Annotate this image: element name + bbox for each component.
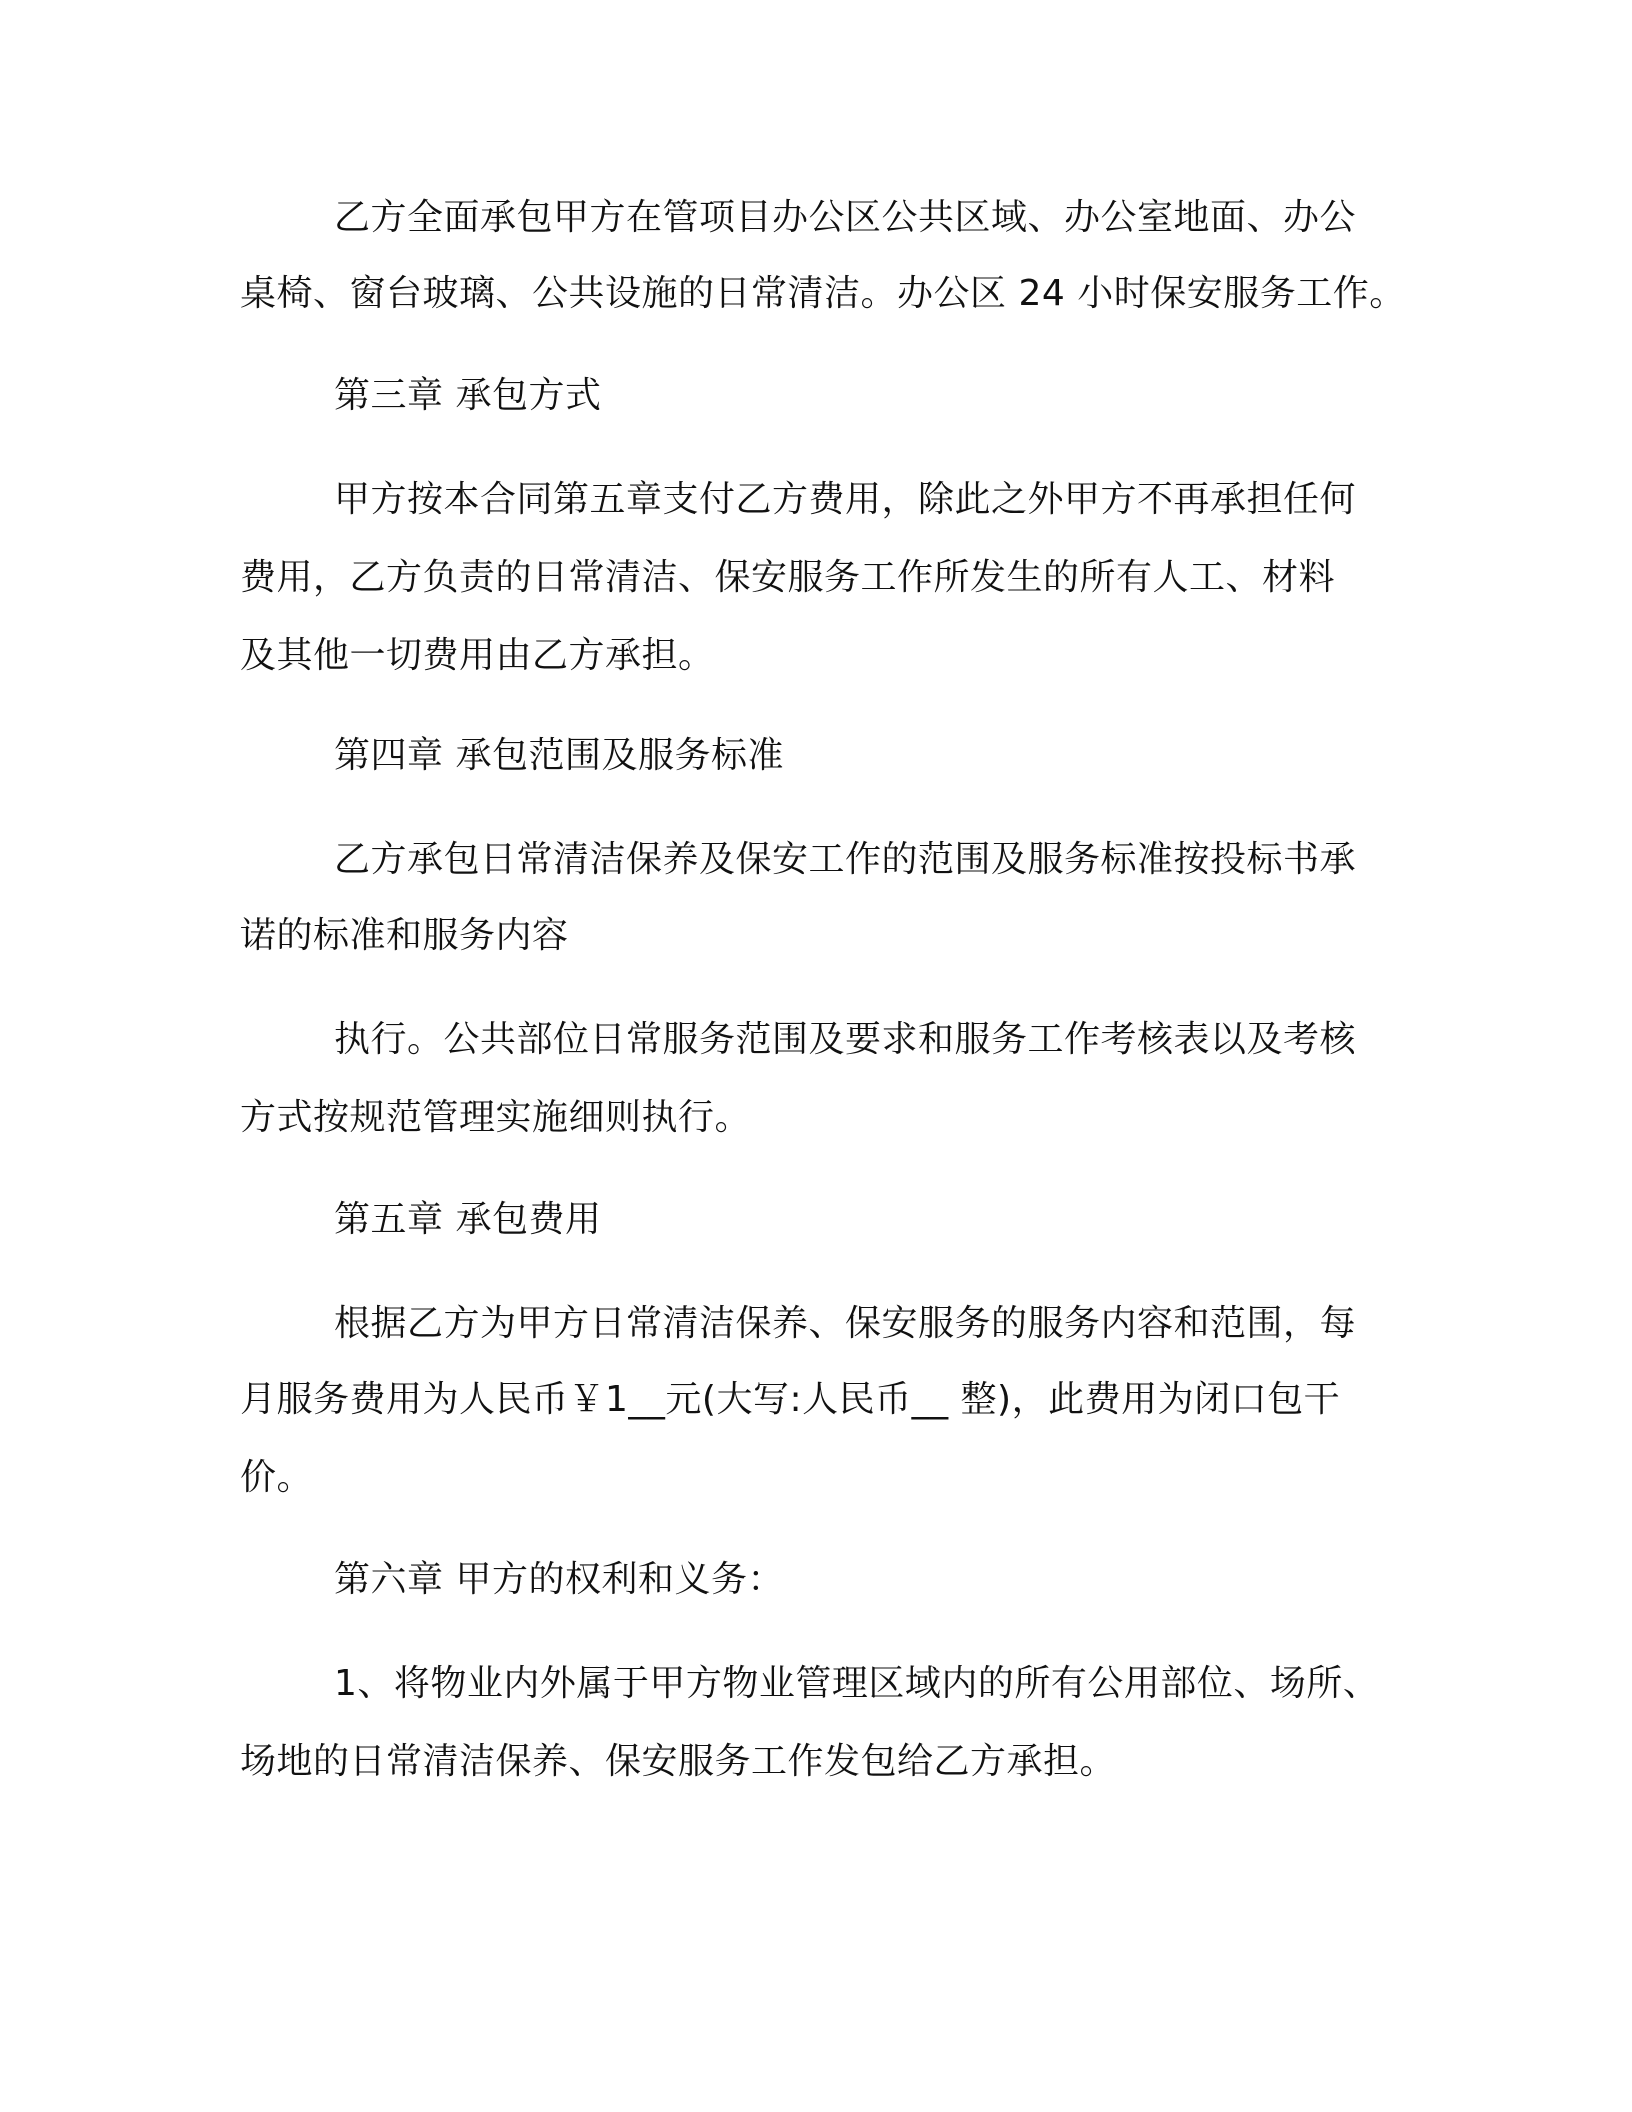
paragraph-line: 桌椅、窗台玻璃、公共设施的日常清洁。办公区 24 小时保安服务工作。: [240, 273, 1406, 314]
chapter-heading: 第三章 承包方式: [334, 375, 602, 416]
paragraph-line: 费用，乙方负责的日常清洁、保安服务工作所发生的所有人工、材料: [240, 557, 1336, 598]
paragraph-line: 乙方全面承包甲方在管项目办公区公共区域、办公室地面、办公: [334, 197, 1357, 238]
paragraph-line: 价。: [240, 1457, 314, 1498]
chapter-heading: 第六章 甲方的权利和义务：: [334, 1559, 784, 1600]
paragraph-line: 月服务费用为人民币￥1__元(大写:人民币__ 整)，此费用为闭口包干: [240, 1379, 1341, 1420]
chapter-heading: 第四章 承包范围及服务标准: [334, 735, 784, 776]
paragraph-line: 根据乙方为甲方日常清洁保养、保安服务的服务内容和范围，每: [334, 1303, 1357, 1344]
paragraph-line: 诺的标准和服务内容: [240, 915, 569, 956]
paragraph-line: 方式按规范管理实施细则执行。: [240, 1097, 752, 1138]
paragraph-line: 执行。公共部位日常服务范围及要求和服务工作考核表以及考核: [334, 1019, 1357, 1060]
paragraph-line: 场地的日常清洁保养、保安服务工作发包给乙方承担。: [240, 1741, 1117, 1782]
paragraph-line: 1、将物业内外属于甲方物业管理区域内的所有公用部位、场所、: [334, 1663, 1380, 1704]
chapter-heading: 第五章 承包费用: [334, 1199, 602, 1240]
paragraph-line: 乙方承包日常清洁保养及保安工作的范围及服务标准按投标书承: [334, 839, 1357, 880]
paragraph-line: 及其他一切费用由乙方承担。: [240, 635, 715, 676]
paragraph-line: 甲方按本合同第五章支付乙方费用，除此之外甲方不再承担任何: [334, 479, 1357, 520]
